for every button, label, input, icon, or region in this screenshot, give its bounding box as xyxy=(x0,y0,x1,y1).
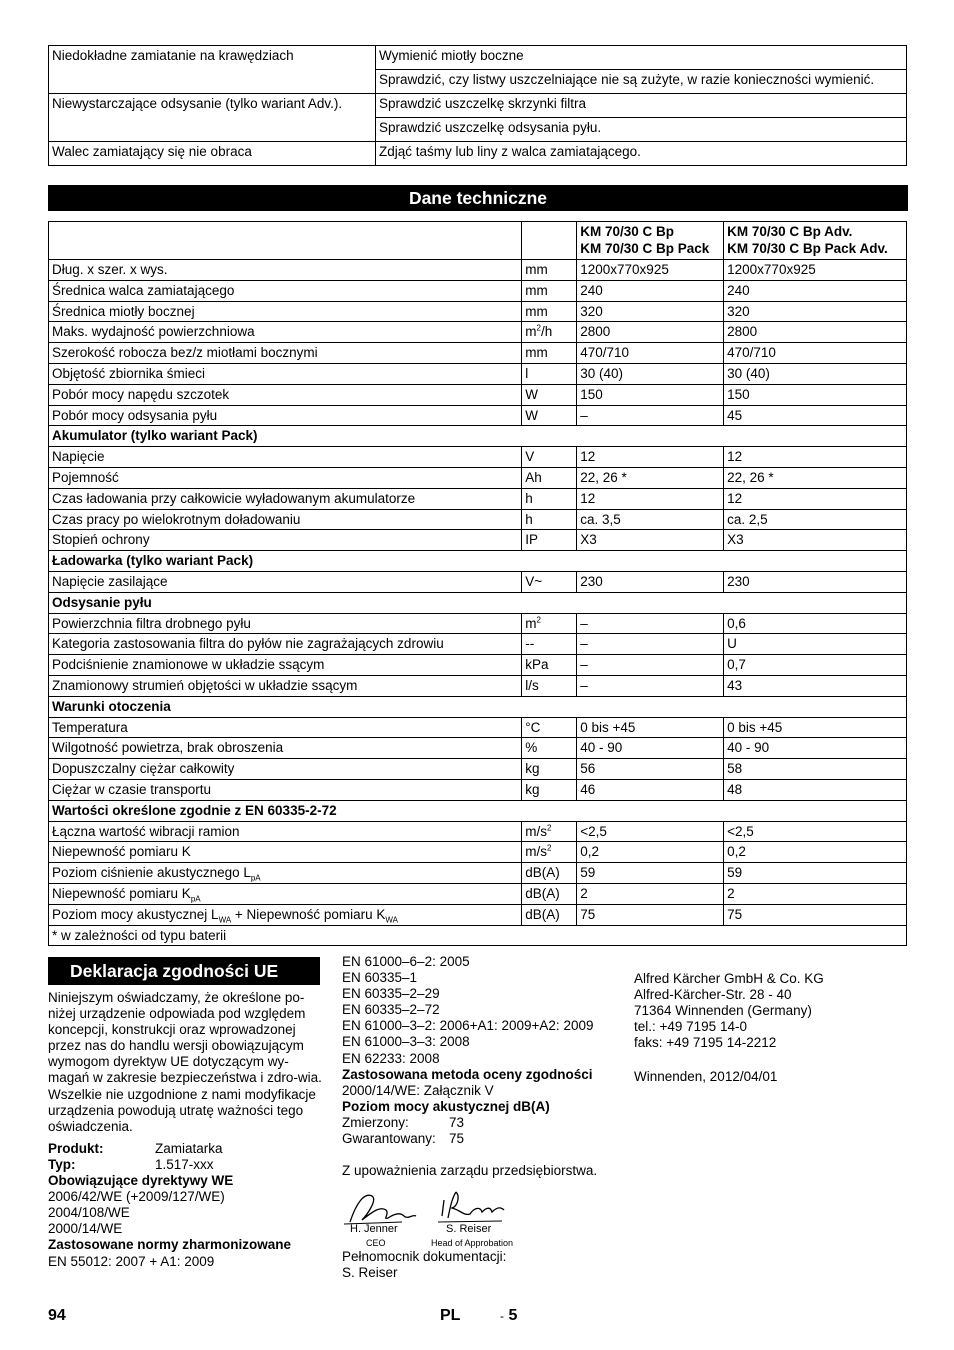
directive-item: 2006/42/WE (+2009/127/WE) xyxy=(48,1189,225,1205)
value-cell-model-2: 1200x770x925 xyxy=(724,260,907,281)
value-cell-model-1: 2 xyxy=(577,883,724,904)
param-label: Napięcie zasilające xyxy=(49,571,522,592)
table-header-row xyxy=(49,222,907,260)
value-cell-model-2: U xyxy=(724,634,907,655)
norm-item: EN 60335–2–29 xyxy=(342,986,440,1002)
signer-2-name: S. Reiser xyxy=(446,1223,492,1235)
norm-item: EN 61000–6–2: 2005 xyxy=(342,954,470,969)
value-cell-model-2: 58 xyxy=(724,759,907,780)
tech-data-table xyxy=(48,221,907,946)
param-label: Szerokość robocza bez/z miotłami bocznymi xyxy=(49,343,522,364)
norm-item: EN 62233: 2008 xyxy=(342,1050,440,1066)
value-cell-model-2: 59 xyxy=(724,863,907,884)
param-label: Łączna wartość wibracji ramion xyxy=(49,821,522,842)
signer-1-role: CEO xyxy=(366,1238,386,1248)
param-label: Temperatura xyxy=(49,717,522,738)
company-address: Alfred Kärcher GmbH & Co. KG Alfred-Kärcher-Str. 28 - 40 71364 Winnenden (Germany) tel.: +49 7195 14-0 faks: +49 7195 14-2212 Winnenden, 2012/04/01 xyxy=(634,971,904,1086)
value-cell-model-2: 30 (40) xyxy=(724,363,907,384)
tech-data-heading: Dane techniczne xyxy=(48,185,908,211)
unit-cell: $m^2/h$ xyxy=(522,322,577,343)
unit-cell: kPa xyxy=(522,655,577,676)
table-row xyxy=(49,821,907,842)
value-cell-model-1: 22, 26 * xyxy=(577,467,724,488)
mandate-text: Z upoważnienia zarządu przedsiębiorstwa. xyxy=(342,1163,598,1179)
value-cell-model-1: 12 xyxy=(577,488,724,509)
directive-item: 2000/14/WE xyxy=(48,1221,123,1237)
table-row xyxy=(49,343,907,364)
value-cell-model-2: 2 xyxy=(724,883,907,904)
value-cell-model-1: 320 xyxy=(577,301,724,322)
table-section-row xyxy=(49,696,907,717)
value-cell-model-2: 0,6 xyxy=(724,613,907,634)
directives-label: Obowiązujące dyrektywy WE xyxy=(48,1173,234,1189)
table-row xyxy=(49,363,907,384)
param-label: Ciężar w czasie transportu xyxy=(49,779,522,800)
table-row xyxy=(49,142,907,166)
norm-item: EN 60335–1 xyxy=(342,970,418,986)
param-label: Czas ładowania przy całkowicie wyładowanym akumulatorze xyxy=(49,488,522,509)
param-label: Pobór mocy napędu szczotek xyxy=(49,384,522,405)
unit-cell: mm xyxy=(522,260,577,281)
value-cell-model-2: <2,5 xyxy=(724,821,907,842)
table-row xyxy=(49,717,907,738)
param-label: Dług. x szer. x wys. xyxy=(49,260,522,281)
unit-cell: V~ xyxy=(522,571,577,592)
remedy-cell: Sprawdzić, czy listwy uszczelniające nie są zużyte, w razie konieczności wymienić. xyxy=(376,70,907,94)
cause-cell: Niewystarczające odsysanie (tylko wariant Adv.). xyxy=(49,94,376,142)
table-row xyxy=(49,571,907,592)
table-row xyxy=(49,738,907,759)
unit-cell: V xyxy=(522,447,577,468)
value-cell-model-2: 12 xyxy=(724,488,907,509)
table-row xyxy=(49,467,907,488)
unit-cell: mm xyxy=(522,301,577,322)
value-cell-model-1: – xyxy=(577,655,724,676)
value-cell-model-2: X3 xyxy=(724,530,907,551)
cause-cell: Walec zamiatający się nie obraca xyxy=(49,142,376,166)
table-row xyxy=(49,384,907,405)
value-cell-model-1: <2,5 xyxy=(577,821,724,842)
unit-cell: l/s xyxy=(522,675,577,696)
param-label: Wilgotność powietrza, brak obroszenia xyxy=(49,738,522,759)
param-label: Znamionowy strumień objętości w układzie ssącym xyxy=(49,675,522,696)
table-row xyxy=(49,842,907,863)
unit-cell: dB(A) xyxy=(522,883,577,904)
value-cell-model-1: 470/710 xyxy=(577,343,724,364)
value-cell-model-2: 320 xyxy=(724,301,907,322)
declaration-heading: Deklaracja zgodności UE xyxy=(48,957,320,985)
table-section-row xyxy=(49,426,907,447)
value-cell-model-1: 2800 xyxy=(577,322,724,343)
unit-cell: W xyxy=(522,405,577,426)
table-row xyxy=(49,759,907,780)
product-row: Produkt: Zamiatarka xyxy=(48,1140,223,1156)
unit-cell: °C xyxy=(522,717,577,738)
value-cell-model-2: 230 xyxy=(724,571,907,592)
value-cell-model-1: 0 bis +45 xyxy=(577,717,724,738)
value-cell-model-2: 40 - 90 xyxy=(724,738,907,759)
unit-cell: -- xyxy=(522,634,577,655)
param-label: Niepewność pomiaru $K_{pA}$ xyxy=(49,883,522,904)
value-cell-model-2: 22, 26 * xyxy=(724,467,907,488)
value-cell-model-2: 0,7 xyxy=(724,655,907,676)
unit-cell: W xyxy=(522,384,577,405)
value-cell-model-1: – xyxy=(577,675,724,696)
table-section-row xyxy=(49,551,907,572)
param-label: Kategoria zastosowania filtra do pyłów nie zagrażających zdrowiu xyxy=(49,634,522,655)
sound-label: Poziom mocy akustycznej dB(A) xyxy=(342,1098,550,1114)
cause-cell: Niedokładne zamiatanie na krawędziach xyxy=(49,46,376,94)
remedy-cell: Sprawdzić uszczelkę odsysania pyłu. xyxy=(376,118,907,142)
table-row xyxy=(49,863,907,884)
table-row xyxy=(49,530,907,551)
value-cell-model-1: 230 xyxy=(577,571,724,592)
section-label: Akumulator (tylko wariant Pack) xyxy=(49,426,907,447)
value-cell-model-2: 75 xyxy=(724,904,907,925)
unit-cell: dB(A) xyxy=(522,863,577,884)
value-cell-model-1: 59 xyxy=(577,863,724,884)
table-row xyxy=(49,779,907,800)
unit-cell: mm xyxy=(522,343,577,364)
table-row xyxy=(49,488,907,509)
value-cell-model-1: X3 xyxy=(577,530,724,551)
value-cell-model-1: 30 (40) xyxy=(577,363,724,384)
param-label: Objętość zbiornika śmieci xyxy=(49,363,522,384)
documentation-representative: Pełnomocnik dokumentacji: S. Reiser xyxy=(342,1249,507,1281)
place-date: Winnenden, 2012/04/01 xyxy=(634,1069,778,1085)
value-cell-model-1: 56 xyxy=(577,759,724,780)
value-cell-model-1: 0,2 xyxy=(577,842,724,863)
table-row xyxy=(49,655,907,676)
value-cell-model-1: 150 xyxy=(577,384,724,405)
param-label: Średnica miotły bocznej xyxy=(49,301,522,322)
signer-1-name: H. Jenner xyxy=(350,1223,398,1235)
value-cell-model-1: – xyxy=(577,405,724,426)
section-label: Warunki otoczenia xyxy=(49,696,907,717)
table-row xyxy=(49,447,907,468)
table-row xyxy=(49,46,907,70)
param-label: Poziom mocy akustycznej $L_{WA}$ + Niepewność pomiaru $K_{WA}$ xyxy=(49,904,522,925)
table-row xyxy=(49,280,907,301)
unit-cell: h xyxy=(522,509,577,530)
value-cell-model-2: 12 xyxy=(724,447,907,468)
table-row xyxy=(49,301,907,322)
unit-cell: $m/s^2$ xyxy=(522,821,577,842)
table-row xyxy=(49,405,907,426)
value-cell-model-1: 40 - 90 xyxy=(577,738,724,759)
param-label: Pobór mocy odsysania pyłu xyxy=(49,405,522,426)
remedy-cell: Zdjąć taśmy lub liny z walca zamiatającego. xyxy=(376,142,907,166)
footnote-row xyxy=(49,925,907,946)
directive-item: 2004/108/WE xyxy=(48,1205,130,1221)
table-row xyxy=(49,883,907,904)
param-label: Powierzchnia filtra drobnego pyłu xyxy=(49,613,522,634)
unit-cell: mm xyxy=(522,280,577,301)
table-row xyxy=(49,904,907,925)
value-cell-model-1: 75 xyxy=(577,904,724,925)
param-label: Podciśnienie znamionowe w układzie ssącym xyxy=(49,655,522,676)
table-row xyxy=(49,634,907,655)
param-label: Poziom ciśnienie akustycznego $L_{pA}$ xyxy=(49,863,522,884)
sub-page-number: - 5 xyxy=(500,1307,518,1324)
value-cell-model-1: – xyxy=(577,613,724,634)
unit-cell: IP xyxy=(522,530,577,551)
model-1-header: KM 70/30 C Bp KM 70/30 C Bp Pack xyxy=(577,222,724,260)
unit-cell: dB(A) xyxy=(522,904,577,925)
value-cell-model-1: 1200x770x925 xyxy=(577,260,724,281)
remedy-cell: Wymienić miotły boczne xyxy=(376,46,907,70)
remedy-cell: Sprawdzić uszczelkę skrzynki filtra xyxy=(376,94,907,118)
measured-row: Zmierzony: 73 xyxy=(342,1114,465,1130)
norm-item: EN 55012: 2007 + A1: 2009 xyxy=(48,1253,215,1269)
value-cell-model-1: 240 xyxy=(577,280,724,301)
value-cell-model-2: 45 xyxy=(724,405,907,426)
table-section-row xyxy=(49,592,907,613)
declaration-intro: Niniejszym oświadczamy, że określone po-niżej urządzenie odpowiada pod względem koncepcji, konstrukcji oraz wprowadzonej przez nas do handlu wersji obowiązującym wymogom dyrektyw UE dotyczącym wy-magań w zakresie bezpieczeństwa i zdro-wia. Wszelkie nie uzgodnione z nami modyfikacje urządzenia powodują utratę ważności tego oświadczenia. xyxy=(48,990,322,1134)
unit-cell: kg xyxy=(522,779,577,800)
table-row xyxy=(49,675,907,696)
signer-2-role: Head of Approbation xyxy=(431,1238,514,1248)
declaration-column-2 xyxy=(342,954,627,1179)
method-label: Zastosowana metoda oceny zgodności xyxy=(342,1066,593,1082)
param-label: Dopuszczalny ciężar całkowity xyxy=(49,759,522,780)
language-code: PL xyxy=(440,1307,461,1324)
value-cell-model-1: 46 xyxy=(577,779,724,800)
table-row xyxy=(49,613,907,634)
unit-cell: Ah xyxy=(522,467,577,488)
param-label: Pojemność xyxy=(49,467,522,488)
value-cell-model-2: 240 xyxy=(724,280,907,301)
table-section-row xyxy=(49,800,907,821)
param-label: Stopień ochrony xyxy=(49,530,522,551)
value-cell-model-2: 0,2 xyxy=(724,842,907,863)
norms-label: Zastosowane normy zharmonizowane xyxy=(48,1237,292,1253)
table-row xyxy=(49,94,907,118)
norm-item: EN 61000–3–2: 2006+A1: 2009+A2: 2009 xyxy=(342,1018,594,1034)
norm-item: EN 61000–3–3: 2008 xyxy=(342,1034,470,1050)
footnote: * w zależności od typu baterii xyxy=(49,925,907,946)
page-number: 94 xyxy=(48,1307,66,1324)
unit-cell: $m^2$ xyxy=(522,613,577,634)
unit-cell: kg xyxy=(522,759,577,780)
method-value: 2000/14/WE: Załącznik V xyxy=(342,1082,494,1098)
section-label: Ładowarka (tylko wariant Pack) xyxy=(49,551,907,572)
value-cell-model-1: 12 xyxy=(577,447,724,468)
unit-cell: $m/s^2$ xyxy=(522,842,577,863)
value-cell-model-1: ca. 3,5 xyxy=(577,509,724,530)
table-row xyxy=(49,322,907,343)
table-row xyxy=(49,509,907,530)
value-cell-model-2: 48 xyxy=(724,779,907,800)
param-label: Napięcie xyxy=(49,447,522,468)
signature-block xyxy=(342,1186,542,1252)
declaration-column-1 xyxy=(48,990,324,1270)
table-row xyxy=(49,260,907,281)
troubleshooting-table xyxy=(48,45,907,166)
param-label: Średnica walca zamiatającego xyxy=(49,280,522,301)
value-cell-model-1: – xyxy=(577,634,724,655)
model-2-header: KM 70/30 C Bp Adv. KM 70/30 C Bp Pack Adv. xyxy=(724,222,907,260)
unit-cell: % xyxy=(522,738,577,759)
value-cell-model-2: 0 bis +45 xyxy=(724,717,907,738)
unit-cell: l xyxy=(522,363,577,384)
type-row: Typ: 1.517-xxx xyxy=(48,1156,214,1172)
guaranteed-row: Gwarantowany: 75 xyxy=(342,1131,465,1147)
value-cell-model-2: ca. 2,5 xyxy=(724,509,907,530)
section-label: Wartości określone zgodnie z EN 60335-2-72 xyxy=(49,800,907,821)
param-label: Czas pracy po wielokrotnym doładowaniu xyxy=(49,509,522,530)
value-cell-model-2: 43 xyxy=(724,675,907,696)
param-label: Maks. wydajność powierzchniowa xyxy=(49,322,522,343)
param-label: Niepewność pomiaru K xyxy=(49,842,522,863)
value-cell-model-2: 470/710 xyxy=(724,343,907,364)
value-cell-model-2: 2800 xyxy=(724,322,907,343)
unit-cell: h xyxy=(522,488,577,509)
section-label: Odsysanie pyłu xyxy=(49,592,907,613)
value-cell-model-2: 150 xyxy=(724,384,907,405)
norm-item: EN 60335–2–72 xyxy=(342,1002,440,1018)
